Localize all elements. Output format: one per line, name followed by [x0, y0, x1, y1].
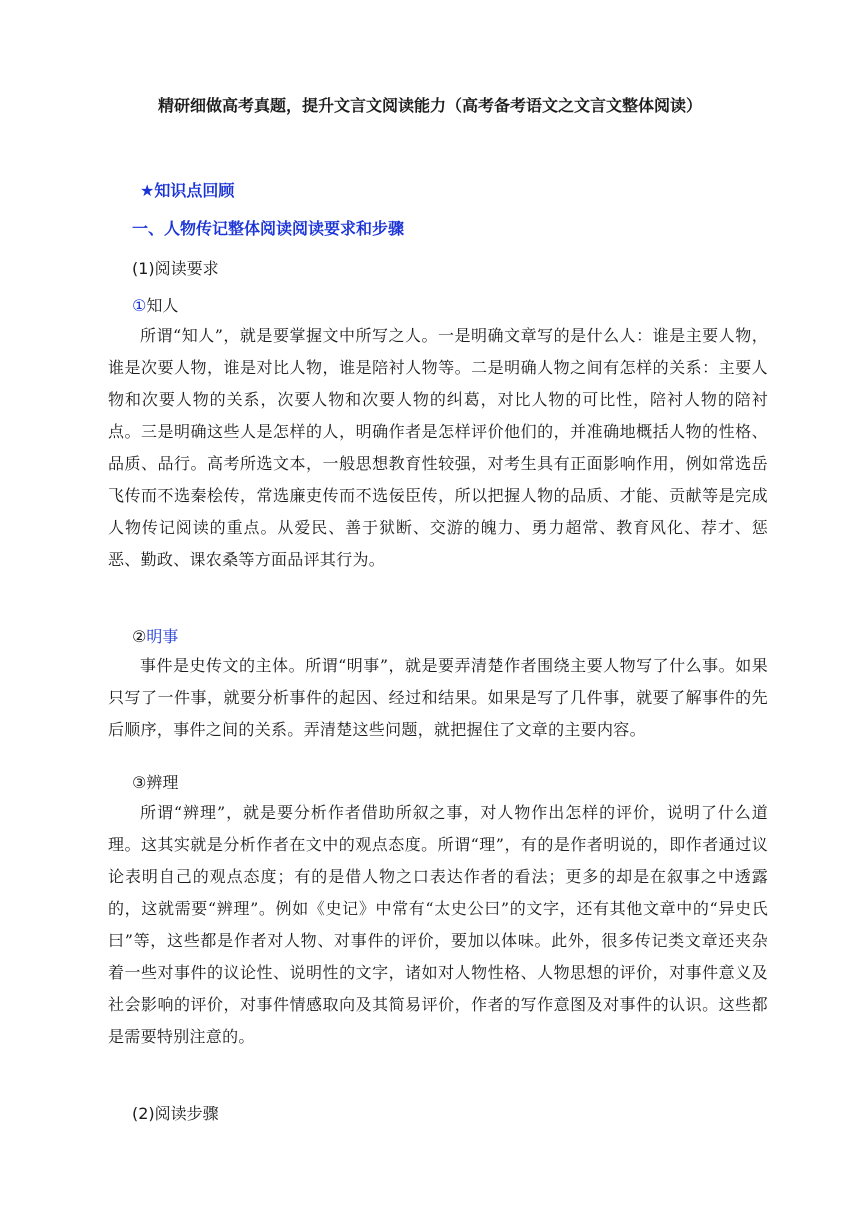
item-label: 知人 [146, 296, 179, 315]
subheading-reading-steps: (2)阅读步骤 [132, 1104, 219, 1123]
item-know-person [132, 293, 178, 316]
paragraph-know-person: 所谓“知人”，就是要掌握文中所写之人。一是明确文章写的是什么人：谁是主要人物，谁是次要人物，谁是对比人物，谁是陪衬人物等。二是明确人物之间有怎样的关系：主要人物和次要人物的关系，次要人物和次要人物的纠葛，对比人物的可比性，陪衬人物的陪衬点。三是明确这些人是怎样的人，明确作者是怎样评价他们的，并准确地概括人物的性格、品质、品行。高考所选文本，一般思想教育性较强，对考生具有正面影响作用，例如常选岳飞传而不选秦桧传，常选廉吏传而不选佞臣传，所以把握人物的品质、才能、贡献等是完成人物传记阅读的重点。从爱民、善于狱断、交游的魄力、勇力超常、教育风化、荐才、惩恶、勤政、课农桑等方面品评其行为。 [108, 326, 768, 569]
subheading-reading-requirements: (1)阅读要求 [132, 259, 219, 278]
heading-biography-reading: 一、人物传记整体阅读阅读要求和步骤 [132, 219, 405, 238]
document-title: 精研细做高考真题，提升文言文阅读能力（高考备考语文之文言文整体阅读） [157, 96, 702, 115]
item-understand-events [132, 624, 178, 647]
paragraph-discern-reason: 所谓“辨理”，就是要分析作者借助所叙之事，对人物作出怎样的评价，说明了什么道理。这其实就是分析作者在文中的观点态度。所谓“理”，有的是作者明说的，即作者通过议论表明自己的观点态度；有的是借人物之口表达作者的看法；更多的却是在叙事之中透露的，这就需要“辨理”。例如《史记》中常有“太史公曰”的文字，还有其他文章中的“异史氏曰”等，这些都是作者对人物、对事件的评价，要加以体味。此外，很多传记类文章还夹杂着一些对事件的议论性、说明性的文字，诸如对人物性格、人物思想的评价，对事件意义及社会影响的评价，对事件情感取向及其简易评价，作者的写作意图及对事件的认识。这些都是需要特别注意的。 [108, 803, 768, 1046]
item-number: ② [132, 627, 147, 646]
item-number: ① [132, 296, 147, 315]
item-label: 明事 [146, 627, 179, 646]
item-number: ③ [132, 773, 147, 792]
section-knowledge-review: ★知识点回顾 [140, 181, 235, 200]
item-label: 辨理 [146, 773, 179, 792]
paragraph-understand-events: 事件是史传文的主体。所谓“明事”，就是要弄清楚作者围绕主要人物写了什么事。如果只写了一件事，就要分析事件的起因、经过和结果。如果是写了几件事，就要了解事件的先后顺序，事件之间的关系。弄清楚这些问题，就把握住了文章的主要内容。 [108, 656, 768, 739]
item-discern-reason [132, 770, 178, 793]
